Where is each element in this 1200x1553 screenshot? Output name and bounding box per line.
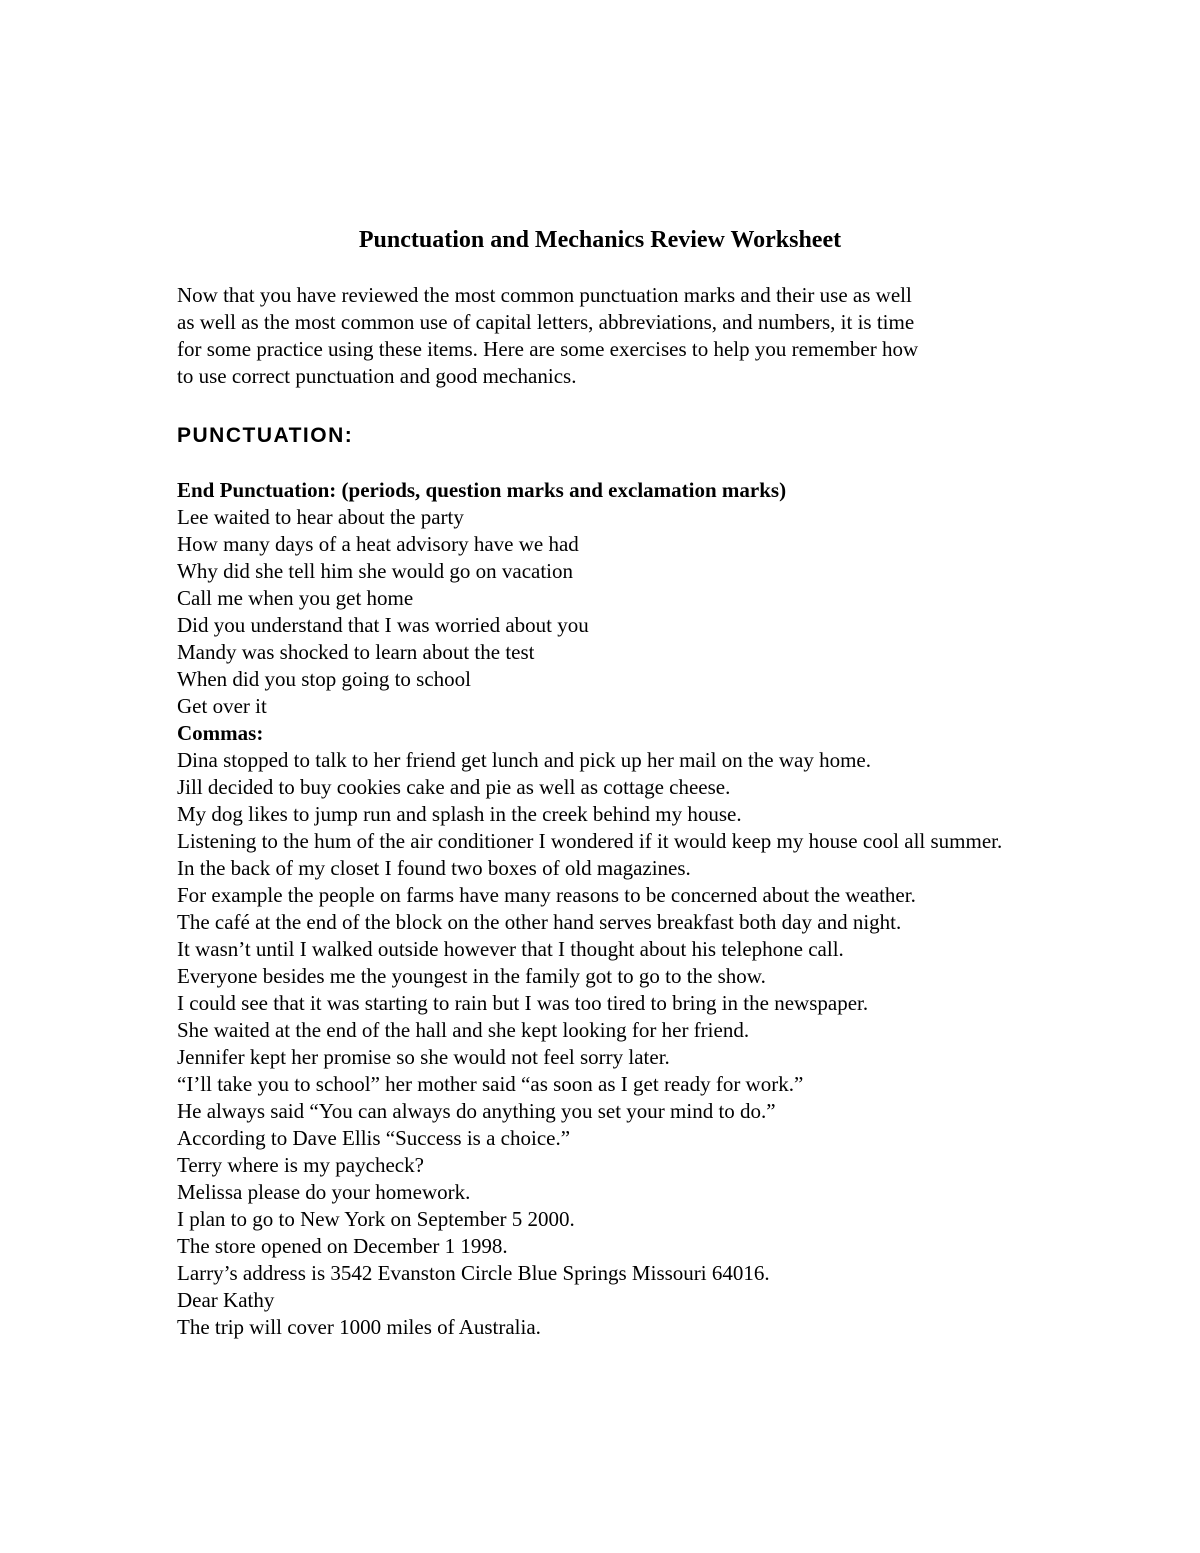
exercise-item: When did you stop going to school (177, 667, 471, 691)
exercise-item: Jill decided to buy cookies cake and pie as well as cottage cheese. (177, 775, 731, 799)
exercise-item: I could see that it was starting to rain but I was too tired to bring in the newspaper. (177, 991, 869, 1015)
intro-line: as well as the most common use of capital letters, abbreviations, and numbers, it is time (177, 310, 915, 334)
exercise-item: Jennifer kept her promise so she would not feel sorry later. (177, 1045, 670, 1069)
worksheet-title: Punctuation and Mechanics Review Worksheet (358, 227, 842, 253)
exercise-item: The café at the end of the block on the other hand serves breakfast both day and night. (177, 910, 902, 934)
intro-paragraph (177, 282, 1027, 390)
exercise-item: Why did she tell him she would go on vacation (177, 559, 574, 583)
exercise-item: Melissa please do your homework. (177, 1180, 471, 1204)
exercise-item: Dear Kathy (177, 1288, 275, 1312)
exercise-item: Did you understand that I was worried about you (177, 613, 589, 637)
exercise-item: Get over it (177, 694, 267, 718)
exercise-item: She waited at the end of the hall and she kept looking for her friend. (177, 1018, 750, 1042)
exercise-item: According to Dave Ellis “Success is a choice.” (177, 1126, 571, 1150)
punctuation-section-heading: PUNCTUATION: (177, 424, 354, 447)
exercise-item: I plan to go to New York on September 5 2000. (177, 1207, 575, 1231)
exercise-item: How many days of a heat advisory have we had (177, 532, 579, 556)
exercise-item: The store opened on December 1 1998. (177, 1234, 508, 1258)
exercise-item: For example the people on farms have many reasons to be concerned about the weather. (177, 883, 916, 907)
end-punctuation-heading: End Punctuation: (periods, question marks and exclamation marks) (177, 478, 787, 502)
exercise-item: Terry where is my paycheck? (177, 1153, 424, 1177)
exercise-item: Call me when you get home (177, 586, 414, 610)
exercise-item: Larry’s address is 3542 Evanston Circle Blue Springs Missouri 64016. (177, 1261, 770, 1285)
exercise-item: Listening to the hum of the air conditioner I wondered if it would keep my house cool all summer. (177, 829, 1003, 853)
exercise-item: Everyone besides me the youngest in the family got to go to the show. (177, 964, 766, 988)
exercise-item: My dog likes to jump run and splash in the creek behind my house. (177, 802, 742, 826)
exercise-item: Mandy was shocked to learn about the test (177, 640, 535, 664)
exercise-item: In the back of my closet I found two boxes of old magazines. (177, 856, 691, 880)
intro-line: Now that you have reviewed the most common punctuation marks and their use as well (177, 283, 912, 307)
exercise-item: It wasn’t until I walked outside however that I thought about his telephone call. (177, 937, 844, 961)
exercise-item: “I’ll take you to school” her mother said “as soon as I get ready for work.” (177, 1072, 804, 1096)
exercise-item: He always said “You can always do anything you set your mind to do.” (177, 1099, 776, 1123)
exercise-list (177, 477, 1037, 1341)
commas-heading: Commas: (177, 721, 264, 745)
exercise-item: The trip will cover 1000 miles of Australia. (177, 1315, 541, 1339)
exercise-item: Dina stopped to talk to her friend get lunch and pick up her mail on the way home. (177, 748, 871, 772)
intro-line: for some practice using these items. Here are some exercises to help you remember how (177, 337, 919, 361)
exercise-item: Lee waited to hear about the party (177, 505, 464, 529)
intro-line: to use correct punctuation and good mechanics. (177, 364, 577, 388)
